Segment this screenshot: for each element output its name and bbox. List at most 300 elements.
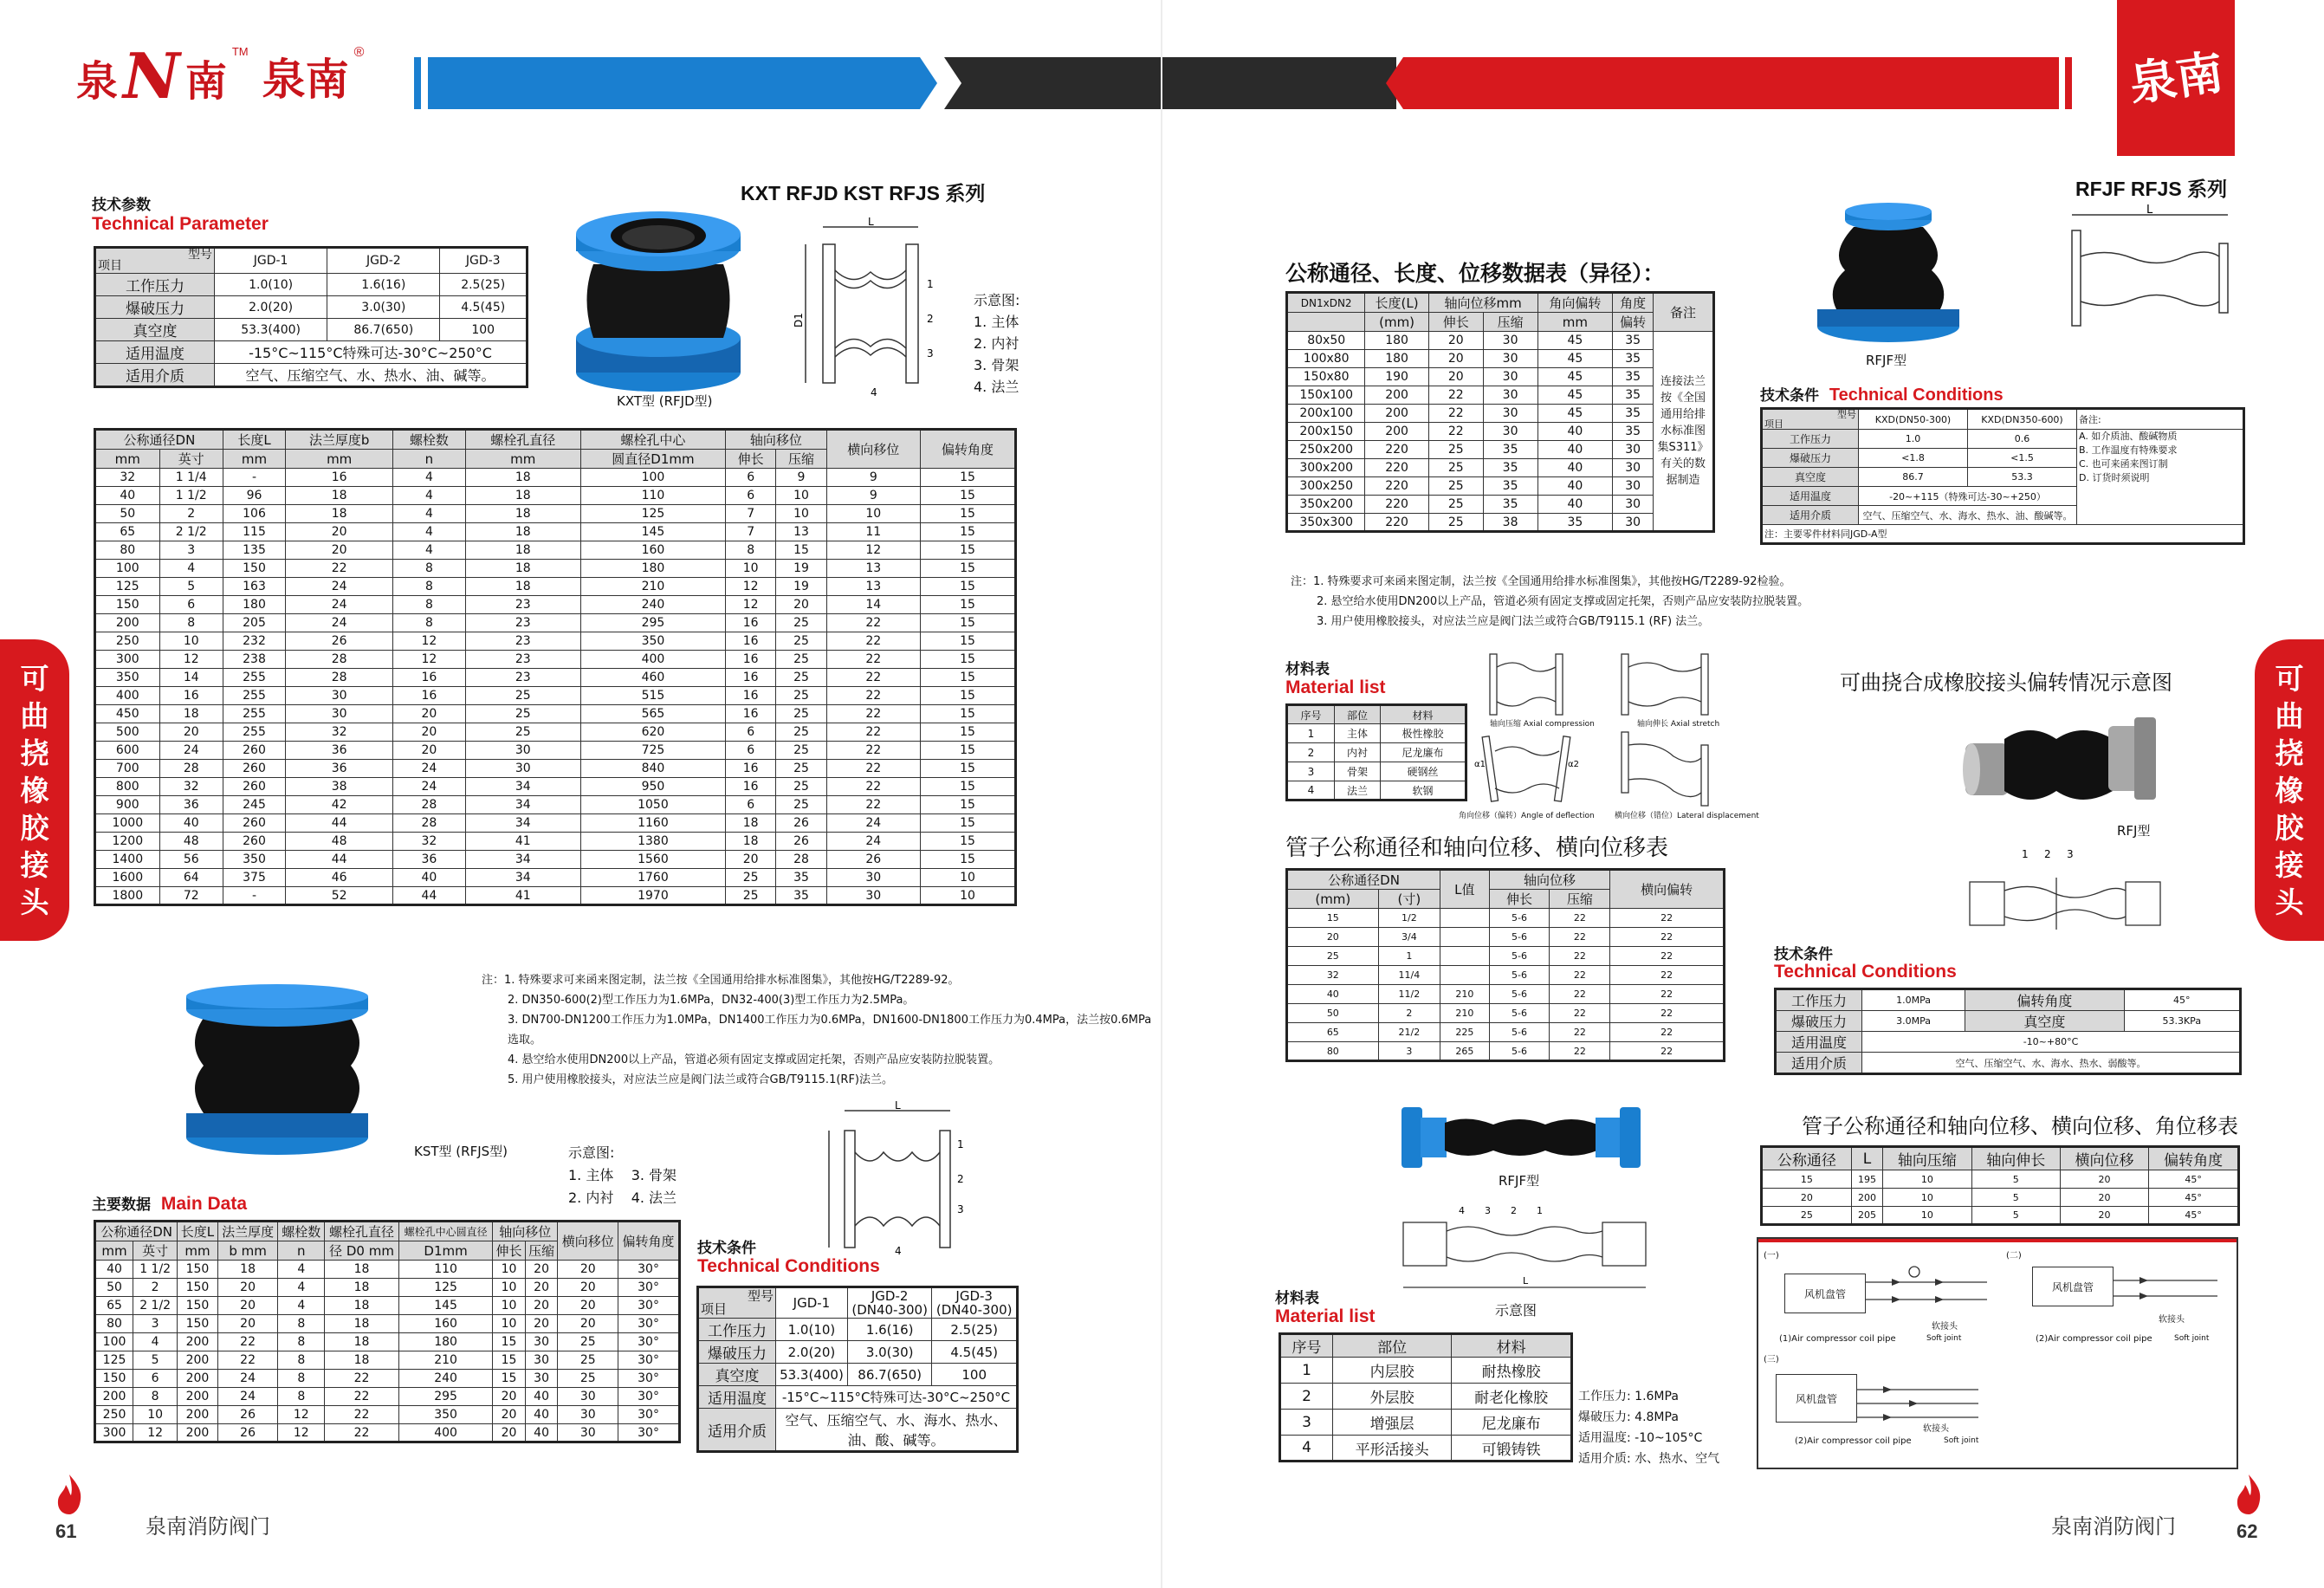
table-cell: 240	[398, 1370, 492, 1388]
cell: 0.6	[1968, 430, 2077, 449]
remark-line: B. 工作温度有特殊要求	[2079, 444, 2178, 456]
table-cell: 24	[159, 742, 223, 760]
table-cell: 23	[465, 632, 580, 651]
table-cell: 1160	[580, 814, 725, 833]
section-heading: 技术参数	[92, 197, 151, 214]
table-cell: 245	[223, 796, 285, 814]
row-label: 真空度	[1965, 1011, 2124, 1032]
svg-text:1: 1	[1537, 1205, 1543, 1216]
table-cell: 15	[920, 705, 1015, 723]
table-cell: 4	[159, 560, 223, 578]
table-cell: 40	[1537, 477, 1613, 496]
table-cell: 20	[525, 1279, 558, 1297]
table-cell: 16	[393, 669, 465, 687]
table-cell: 200	[178, 1406, 218, 1424]
table-cell: 20	[493, 1388, 526, 1406]
table-cell: 200	[178, 1333, 218, 1351]
cell: 2.0(20)	[215, 296, 327, 319]
side-char: 挠	[2275, 736, 2304, 770]
table-cell: 14	[159, 669, 223, 687]
right-page	[1162, 0, 2324, 1588]
table-cell: 8	[726, 541, 776, 560]
table-cell: 200	[178, 1424, 218, 1442]
table-cell: 200x100	[1287, 405, 1365, 423]
table-cell: 295	[398, 1388, 492, 1406]
table-cell: 20	[493, 1406, 526, 1424]
table-row	[1287, 1023, 1725, 1042]
col-header: L值	[1440, 870, 1490, 909]
legend-item: 3. 骨架	[974, 357, 1020, 373]
table-cell: 28	[776, 851, 826, 869]
table-cell: 6	[159, 596, 223, 614]
section-title: 管子公称通径和轴向位移、横向位移表	[1285, 835, 1669, 861]
table-cell: 20	[217, 1315, 278, 1333]
svg-text:α2: α2	[1568, 760, 1579, 769]
table-cell: 30	[1613, 459, 1654, 477]
table-cell: 25	[1428, 477, 1483, 496]
table-cell: 30	[525, 1370, 558, 1388]
col-subheader: 压缩	[1550, 890, 1610, 909]
table-cell: 16	[726, 632, 776, 651]
table-cell: 232	[223, 632, 285, 651]
table-cell: 10	[776, 487, 826, 505]
table-cell: 2	[1280, 1384, 1333, 1410]
table-cell: 16	[726, 687, 776, 705]
table-cell: 255	[223, 705, 285, 723]
table-cell: 150x100	[1287, 386, 1365, 405]
diagram-caption: Soft joint	[1926, 1334, 1962, 1343]
table-row	[1287, 368, 1714, 386]
angular-displacement-table	[1760, 1145, 2240, 1226]
material-table-1	[1285, 703, 1467, 801]
table-cell: 18	[325, 1279, 399, 1297]
table-cell: 14	[826, 596, 920, 614]
table-cell: 45°	[2149, 1170, 2239, 1189]
table-cell: 25	[1428, 496, 1483, 514]
table-cell: 18	[325, 1261, 399, 1279]
table-cell: 4	[278, 1279, 325, 1297]
table-cell: 30°	[618, 1297, 680, 1315]
spec-line: 爆破压力: 4.8MPa	[1578, 1410, 1679, 1424]
table-cell: 40	[525, 1406, 558, 1424]
table-cell: 24	[826, 833, 920, 851]
table-cell: 34	[465, 814, 580, 833]
table-cell: 4	[393, 523, 465, 541]
table-cell: 25	[776, 705, 826, 723]
table-cell: 20	[393, 705, 465, 723]
logo-glyph: 泉	[76, 57, 119, 106]
table-cell: 30°	[618, 1370, 680, 1388]
table-cell: 18	[465, 578, 580, 596]
table-cell: 22	[826, 723, 920, 742]
table-cell: 20	[525, 1297, 558, 1315]
table-cell: 260	[223, 778, 285, 796]
table-cell: 40	[1537, 496, 1613, 514]
table-row	[1762, 1189, 2239, 1207]
table-cell: 增强层	[1332, 1410, 1451, 1436]
image-caption: 示意图	[1495, 1302, 1537, 1319]
table-cell: 150x80	[1287, 368, 1365, 386]
section-heading-en: Technical Conditions	[1774, 962, 1957, 982]
col-header: 角向偏转	[1537, 293, 1613, 313]
legend-item: 2. 内衬	[974, 335, 1020, 352]
col-header: 部位	[1334, 705, 1380, 724]
table-cell: 8	[393, 560, 465, 578]
remark-line: A. 如介质油、酸碱物质	[2079, 431, 2178, 442]
table-cell: 350x200	[1287, 496, 1365, 514]
table-cell: 4	[393, 469, 465, 487]
table-cell: 28	[393, 796, 465, 814]
table-row	[95, 669, 1016, 687]
table-cell: 20	[1762, 1189, 1852, 1207]
table-cell: 耐老化橡胶	[1452, 1384, 1572, 1410]
table-cell	[1440, 928, 1490, 947]
table-row	[95, 1297, 680, 1315]
table-cell: 3	[1378, 1042, 1440, 1061]
table-cell: 26	[826, 851, 920, 869]
side-char: 橡	[20, 773, 49, 807]
table-row	[1287, 762, 1466, 781]
table-cell: 238	[223, 651, 285, 669]
table-cell: 20	[2060, 1170, 2148, 1189]
table-cell: 65	[95, 1297, 133, 1315]
table-cell: 35	[1613, 405, 1654, 423]
cell: 空气、压缩空气、水、热水、油、碱等。	[215, 364, 528, 387]
table-cell: 35	[1483, 459, 1537, 477]
table-cell: 3	[133, 1315, 178, 1333]
svg-text:L: L	[868, 216, 874, 228]
col-header: 螺栓孔直径	[465, 430, 580, 450]
soft-joint-label: 软接头	[2159, 1315, 2185, 1325]
table-row	[95, 1279, 680, 1297]
table-cell: 16	[726, 669, 776, 687]
table-cell: 23	[465, 614, 580, 632]
table-cell: 10	[493, 1297, 526, 1315]
table-cell: 22	[1428, 405, 1483, 423]
table-cell: 450	[95, 705, 160, 723]
col-header: 序号	[1287, 705, 1335, 724]
section-heading: 材料表	[1275, 1290, 1319, 1307]
table-cell: 4	[1287, 781, 1335, 800]
table-cell: 150	[95, 1370, 133, 1388]
table-cell: 15	[920, 632, 1015, 651]
table-cell: 2	[1287, 743, 1335, 762]
col-header: 螺栓数	[393, 430, 465, 450]
table-cell: 1000	[95, 814, 160, 833]
spec-list	[1578, 1386, 1719, 1469]
table-cell: 4	[278, 1261, 325, 1279]
col-header: 偏转角度	[2149, 1147, 2239, 1170]
table-cell: 20	[1428, 368, 1483, 386]
reducer-dimension-table	[1285, 291, 1715, 533]
side-char: 接	[20, 847, 49, 882]
table-cell: 35	[1613, 350, 1654, 368]
cell: -15°C~115°C特殊可达-30°C~250°C	[215, 341, 528, 364]
trademark: TM	[231, 45, 249, 58]
table-cell: 15	[920, 723, 1015, 742]
table-cell: 200	[1851, 1189, 1882, 1207]
note-line: 2. 悬空给水使用DN200以上产品，管道必须有固定支撑或固定托架，否则产品应安装防拉脱装置。	[1317, 595, 1809, 608]
table-cell: 220	[1365, 477, 1428, 496]
rfj-schematic-diagram	[1961, 847, 2169, 951]
legend-item: 1. 主体	[974, 314, 1020, 330]
table-cell: 30	[465, 742, 580, 760]
table-cell: 30	[1483, 423, 1537, 441]
cell: 1.0MPa	[1862, 989, 1965, 1011]
table-cell: 1380	[580, 833, 725, 851]
table-cell: 18	[726, 833, 776, 851]
table-cell: 34	[465, 851, 580, 869]
cell: 1.6(16)	[847, 1319, 932, 1341]
table-cell: 11/2	[1378, 985, 1440, 1004]
diagram-caption: (1)Air compressor coil pipe	[1779, 1334, 1896, 1344]
table-cell: 20	[776, 596, 826, 614]
table-cell: 145	[580, 523, 725, 541]
col-header: JGD-3 (DN40-300)	[932, 1287, 1018, 1319]
table-cell: 500	[95, 723, 160, 742]
table-cell: 22	[286, 560, 393, 578]
table-row	[1280, 1358, 1572, 1384]
table-cell: 350	[223, 851, 285, 869]
table-cell: 375	[223, 869, 285, 887]
col-header: 角度	[1613, 293, 1654, 313]
table-row	[1287, 441, 1714, 459]
side-char: 胶	[2275, 810, 2304, 845]
table-row	[95, 651, 1016, 669]
col-header: 螺栓孔直径	[325, 1222, 399, 1241]
table-cell: 35	[776, 887, 826, 905]
svg-text:1: 1	[957, 1138, 964, 1150]
table-cell: 255	[223, 669, 285, 687]
table-cell: 20	[2060, 1207, 2148, 1225]
table-cell: 1 1/2	[159, 487, 223, 505]
row-label: 工作压力	[1762, 430, 1859, 449]
table-cell: 30	[1613, 514, 1654, 532]
heading-cn: 主要数据	[92, 1196, 151, 1214]
cell: 1.0	[1859, 430, 1968, 449]
table-row	[1287, 1004, 1725, 1023]
diagram-top-stripe	[1758, 1239, 2237, 1242]
table-cell: 内层胶	[1332, 1358, 1451, 1384]
section-heading-en: Material list	[1275, 1306, 1376, 1326]
svg-text:D1: D1	[793, 313, 805, 327]
col-header: KXD(DN350-600)	[1968, 409, 2077, 430]
table-row	[95, 778, 1016, 796]
cell: 3.0(30)	[327, 296, 440, 319]
table-cell: 26	[217, 1406, 278, 1424]
table-cell: 4	[133, 1333, 178, 1351]
table-cell: 10	[1883, 1207, 1971, 1225]
table-cell: 40	[159, 814, 223, 833]
note-line: 注：1. 特殊要求可来函来图定制，法兰按《全国通用给排水标准图集》，其他按HG/T2289-92。	[482, 974, 960, 987]
col-subheader: 压缩	[1483, 313, 1537, 332]
table-row	[1287, 386, 1714, 405]
table-cell: 150	[178, 1279, 218, 1297]
table-cell: 180	[1365, 332, 1428, 350]
table-cell: 20	[493, 1424, 526, 1442]
table-cell: 160	[580, 541, 725, 560]
table-cell: 20	[217, 1297, 278, 1315]
table-cell: 200	[1365, 386, 1428, 405]
section-title: 可曲挠合成橡胶接头偏转情况示意图	[1840, 671, 2172, 695]
corner-label: 项目	[98, 259, 122, 273]
table-cell: 30°	[618, 1388, 680, 1406]
table-cell: 22	[217, 1351, 278, 1370]
table-cell: 22	[1428, 423, 1483, 441]
table-cell: 6	[726, 487, 776, 505]
table-cell: 20	[525, 1261, 558, 1279]
col-header: 横向偏转	[1610, 870, 1725, 909]
table-cell: 24	[286, 614, 393, 632]
table-cell: 210	[1440, 1004, 1490, 1023]
table-cell: 23	[465, 596, 580, 614]
rfj-product-image	[1961, 709, 2160, 821]
pipe-lines	[1866, 1265, 1996, 1325]
table-cell: 840	[580, 760, 725, 778]
table-cell: 30°	[618, 1279, 680, 1297]
table-cell: 41	[465, 887, 580, 905]
table-cell: 22	[826, 669, 920, 687]
table-cell: 30	[1613, 441, 1654, 459]
table-cell: 12	[133, 1424, 178, 1442]
table-cell: 15	[920, 851, 1015, 869]
col-subheader: b mm	[217, 1241, 278, 1261]
col-header: 材料	[1381, 705, 1466, 724]
rfjf-schematic-diagram	[2046, 204, 2275, 334]
table-row	[1287, 496, 1714, 514]
table-cell: 5-6	[1489, 928, 1550, 947]
svg-text:4: 4	[1459, 1205, 1465, 1216]
col-header: 横向移位	[558, 1222, 618, 1261]
table-cell: 32	[286, 723, 393, 742]
col-header: 偏转角度	[920, 430, 1015, 469]
table-cell: 25	[558, 1370, 618, 1388]
cell: 4.5(45)	[932, 1341, 1018, 1364]
table-cell: 725	[580, 742, 725, 760]
schematic-legend	[568, 1142, 676, 1209]
table-cell: 25	[776, 760, 826, 778]
table-cell: 20	[558, 1279, 618, 1297]
svg-text:2: 2	[2044, 848, 2051, 860]
pipe-lines	[2114, 1268, 2226, 1312]
table-cell: 3	[1280, 1410, 1333, 1436]
table-cell: 1	[1287, 724, 1335, 743]
diagram-caption: (2)Air compressor coil pipe	[2036, 1334, 2152, 1344]
table-cell: 28	[159, 760, 223, 778]
table-cell: 350	[398, 1406, 492, 1424]
table-cell: 25	[726, 887, 776, 905]
table-cell: 150	[178, 1315, 218, 1333]
table-cell: 240	[580, 596, 725, 614]
table-cell: 26	[217, 1424, 278, 1442]
table-row	[1287, 743, 1466, 762]
table-row	[95, 1315, 680, 1333]
table-cell: 15	[920, 469, 1015, 487]
table-cell: 骨架	[1334, 762, 1380, 781]
table-cell: 22	[826, 614, 920, 632]
row-label: 爆破压力	[1762, 449, 1859, 468]
logo-glyph: 南	[184, 57, 227, 106]
table-cell: 5-6	[1489, 947, 1550, 966]
section-title: 公称通径、长度、位移数据表（异径）：	[1285, 261, 1665, 286]
table-cell: 尼龙廉布	[1452, 1410, 1572, 1436]
table-cell: 22	[1610, 947, 1725, 966]
kst-schematic-diagram	[819, 1100, 983, 1256]
table-cell: 22	[826, 742, 920, 760]
table-cell: 210	[398, 1351, 492, 1370]
table-cell: 250	[95, 632, 160, 651]
brand-name: 泉南	[262, 55, 349, 105]
table-cell: 64	[159, 869, 223, 887]
table-cell: 100	[95, 560, 160, 578]
table-cell: 30	[1483, 386, 1537, 405]
table-cell: 12	[726, 596, 776, 614]
table-cell: 210	[580, 578, 725, 596]
table-row	[95, 760, 1016, 778]
table-cell: 13	[826, 560, 920, 578]
table-cell: 25	[1428, 514, 1483, 532]
table-cell: 125	[580, 505, 725, 523]
table-cell: 15	[920, 560, 1015, 578]
table-cell: 1600	[95, 869, 160, 887]
table-cell: 115	[223, 523, 285, 541]
table-cell: 25	[558, 1333, 618, 1351]
table-cell: 30°	[618, 1406, 680, 1424]
table-row	[95, 541, 1016, 560]
table-cell: 36	[286, 760, 393, 778]
table-cell: 25	[558, 1351, 618, 1370]
remark-cell: 连接法兰按《全国通用给排水标准图集S311》有关的数据制造	[1654, 332, 1714, 532]
tech-conditions-table-2	[1774, 988, 2242, 1075]
table-cell: 30	[826, 869, 920, 887]
table-cell: 10	[920, 869, 1015, 887]
table-cell: 30	[1613, 477, 1654, 496]
diagram-caption: (2)Air compressor coil pipe	[1795, 1436, 1912, 1446]
table-cell: 44	[286, 851, 393, 869]
table-cell: 4	[393, 487, 465, 505]
table-row	[95, 487, 1016, 505]
series-title: KXT RFJD KST RFJS 系列	[741, 182, 986, 204]
deflection-diagrams	[1474, 645, 1734, 819]
table-cell: 40	[95, 1261, 133, 1279]
table-cell: 软钢	[1381, 781, 1466, 800]
table-cell: 10	[493, 1261, 526, 1279]
table-cell: 30°	[618, 1424, 680, 1442]
table-cell: 200	[95, 1388, 133, 1406]
section-heading: 技术条件	[1774, 946, 1833, 963]
corner-label: 项目	[1764, 418, 1783, 430]
table-cell: 72	[159, 887, 223, 905]
table-cell: 30°	[618, 1315, 680, 1333]
col-header: 轴向移位	[726, 430, 827, 450]
table-cell: 25	[776, 669, 826, 687]
table-cell: 50	[95, 1279, 133, 1297]
table-cell: 18	[325, 1315, 399, 1333]
table-cell: 150	[178, 1297, 218, 1315]
corner-logo-text: 泉南	[2126, 44, 2227, 113]
section-heading: 技术条件	[697, 1240, 756, 1257]
table-cell: 400	[95, 687, 160, 705]
table-cell: 20	[1428, 332, 1483, 350]
header-bars	[414, 55, 1162, 111]
side-char: 曲	[2275, 698, 2304, 733]
table-cell: 56	[159, 851, 223, 869]
col-header: 长度L	[223, 430, 285, 450]
table-cell: 36	[286, 742, 393, 760]
table-cell: 30°	[618, 1333, 680, 1351]
remark-line: D. 订货时须说明	[2079, 472, 2150, 483]
table-cell: 8	[278, 1370, 325, 1388]
